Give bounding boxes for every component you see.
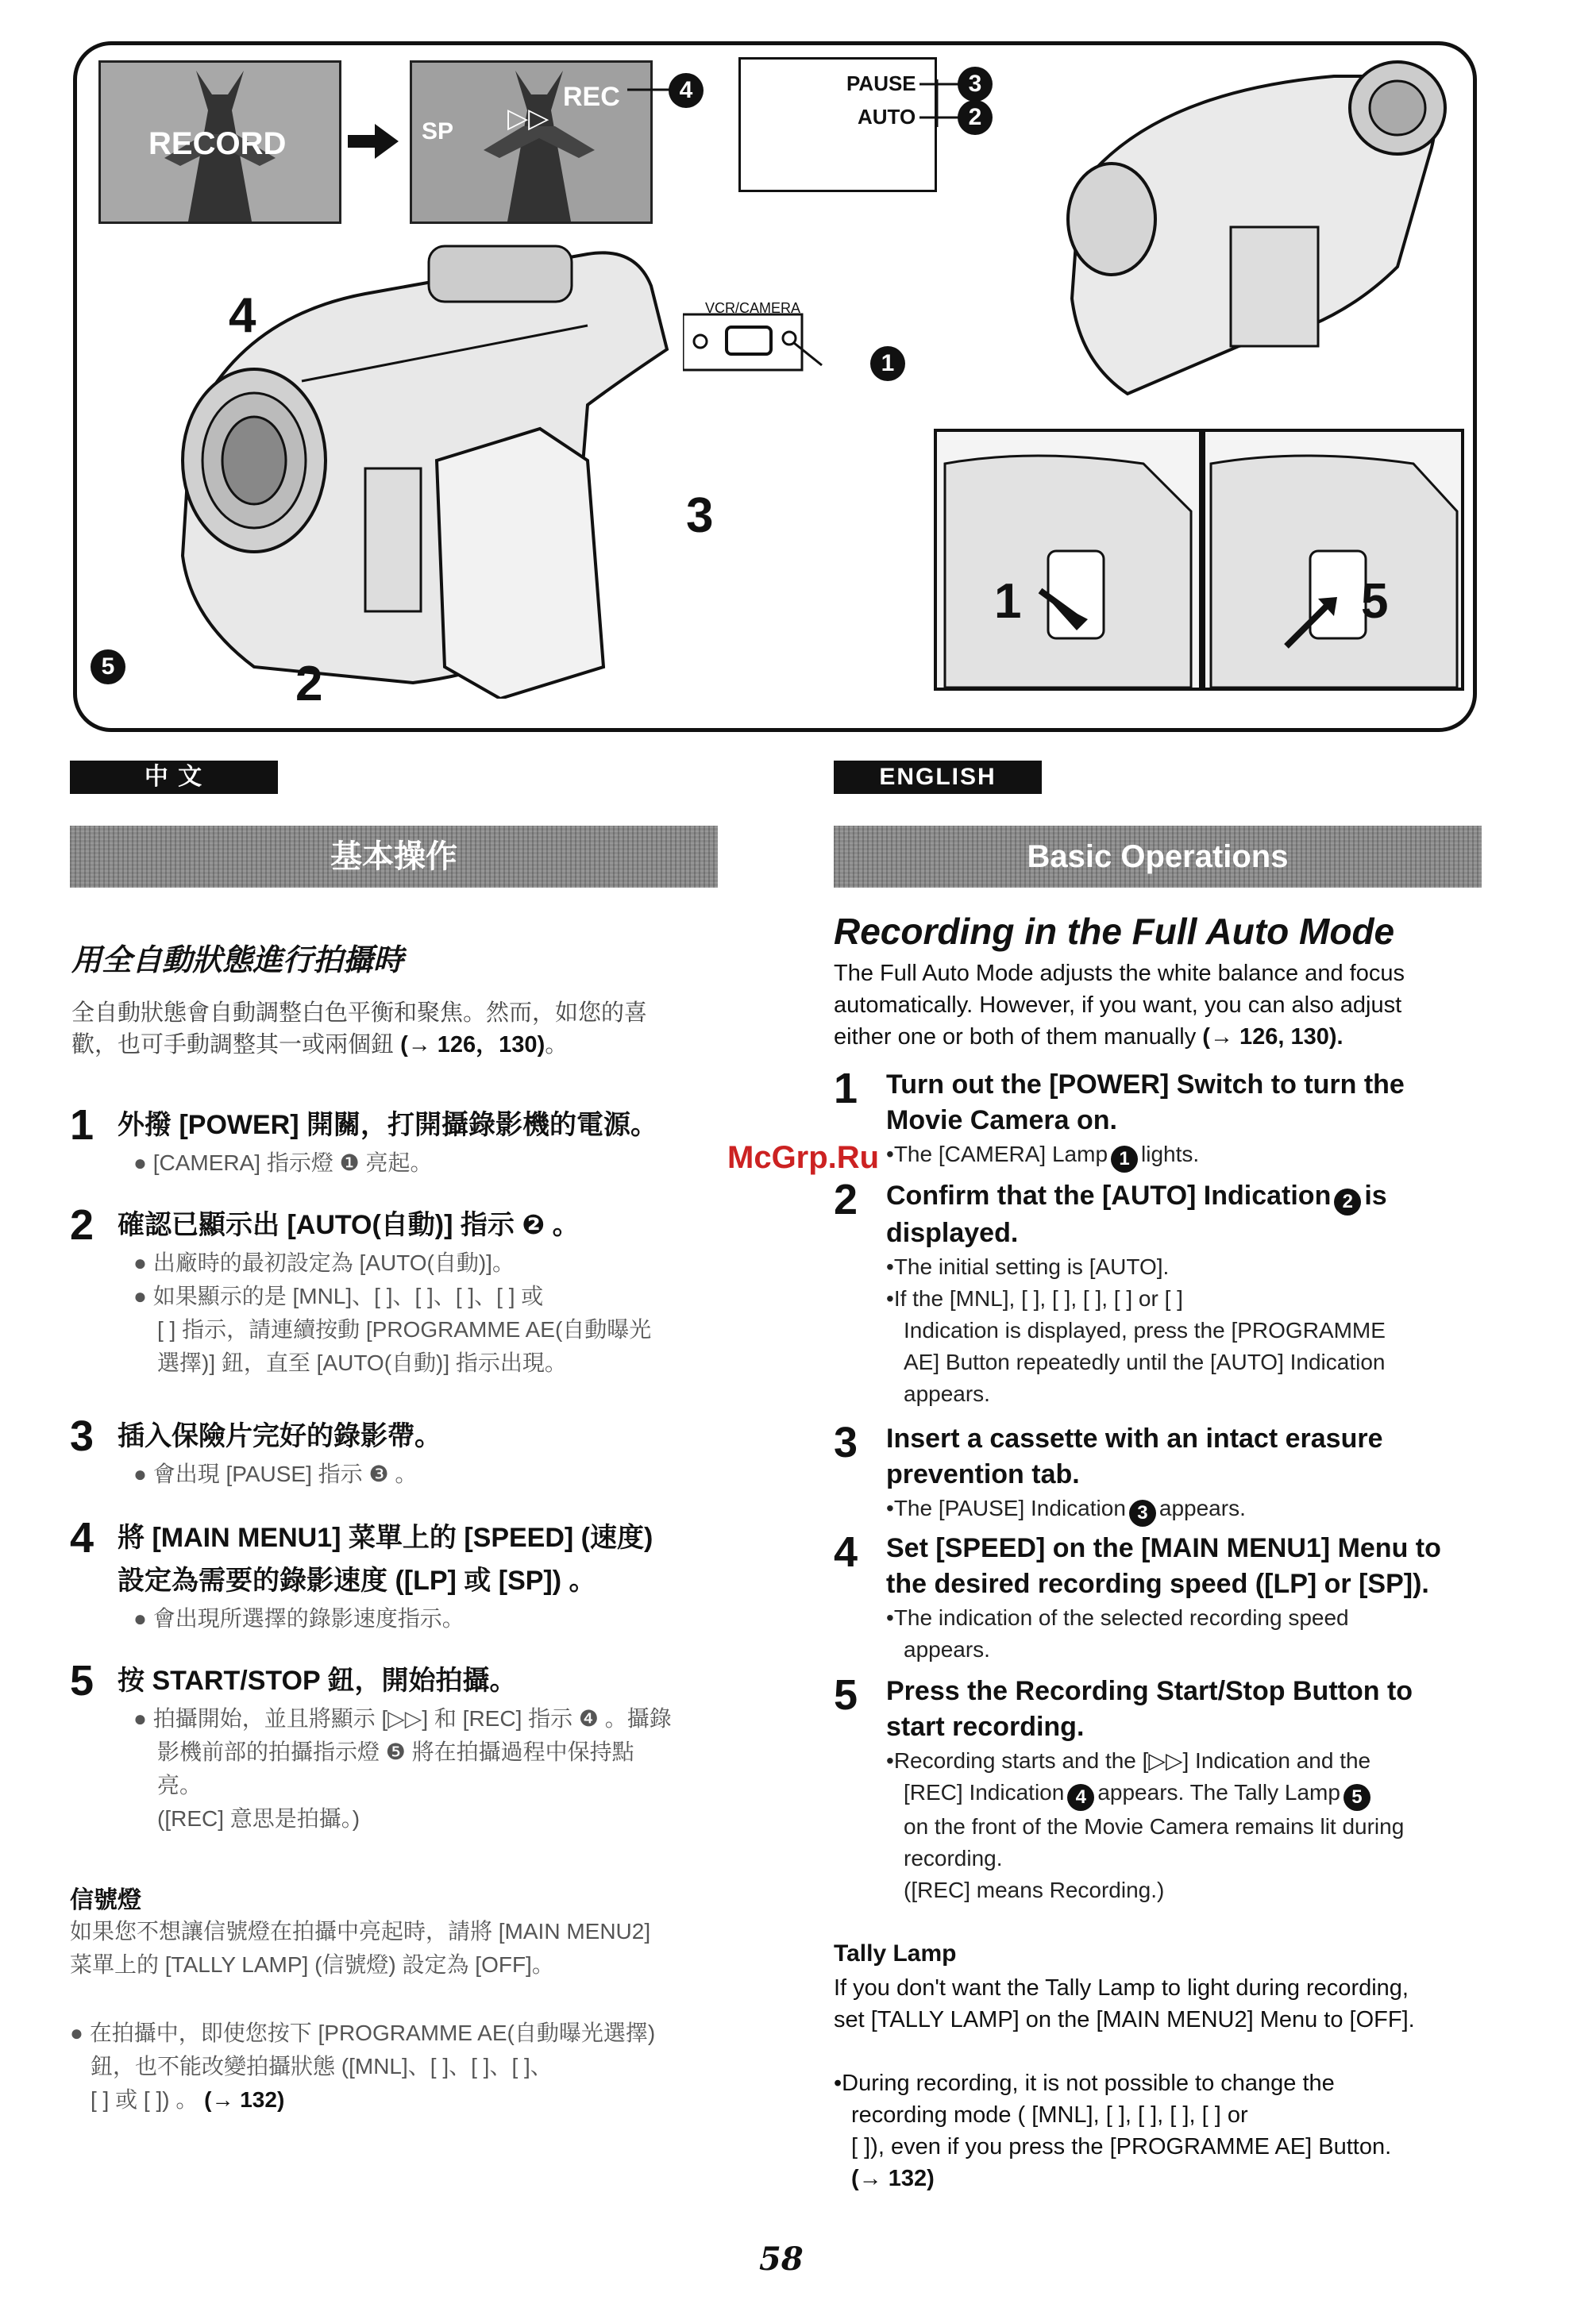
chinese-step-1: 1 外撥 [POWER] 開關，打開攝錄影機的電源。 ● [CAMERA] 指示燈 ❶ 亮起。 (70, 1101, 657, 1175)
callout-camera-lamp-number: 1 (870, 346, 905, 381)
callout-label-5: 5 (1361, 574, 1389, 629)
callout-pause-number: 3 (958, 67, 993, 102)
auto-indicator: AUTO (858, 105, 916, 129)
chinese-step-4: 4 將 [MAIN MENU1] 菜單上的 [SPEED] (速度) 設定為需要的錄影速度 ([LP] 或 [SP]) 。 ● 會出現所選擇的錄影速度指示。 (70, 1514, 653, 1631)
power-switch-drawing (683, 302, 826, 389)
english-note: •During recording, it is not possible to change the recording mode ( [MNL], [ ], [ ], [ ], [ ] or [ ]), even if you press the [PROGRAMME AE] Button. (→ 132) (834, 2071, 1392, 2191)
chinese-note: ● 在拍攝中，即使您按下 [PROGRAMME AE(自動曝光選擇) 鈕，也不能改變拍攝狀態 ([MNL]、[ ]、[ ]、[ ]、 [ ] 或 [ ]) 。 (→ 132) (70, 2021, 656, 2112)
chinese-tally-title: 信號燈 (70, 1887, 141, 1913)
viewfinder-screen-recording (410, 60, 653, 224)
callout-label-2: 2 (295, 657, 323, 711)
callout-label-1: 1 (994, 574, 1022, 629)
record-indicator: RECORD (148, 126, 287, 161)
rec-indicator: REC (563, 82, 620, 112)
english-step-3: 3 Insert a cassette with an intact erasure prevention tab. •The [PAUSE] Indication 3 appears. (834, 1421, 1493, 1527)
chinese-step-3: 3 插入保險片完好的錄影帶。 ● 會出現 [PAUSE] 指示 ❸ 。 (70, 1412, 441, 1486)
english-step-4: 4 Set [SPEED] on the [MAIN MENU1] Menu to the desired recording speed ([LP] or [SP]). •The indication of the selected recording speed appears. (834, 1528, 1441, 1662)
play-indicator: ▷▷ (507, 103, 549, 133)
english-intro: The Full Auto Mode adjusts the white balance and focus automatically. However, if you want, you can also adjust either one or both of them manually (→ 126, 130). (834, 961, 1405, 1050)
sp-indicator: SP (422, 118, 454, 144)
english-step-1: 1 Turn out the [POWER] Switch to turn the Movie Camera on. •The [CAMERA] Lamp 1 lights. (834, 1067, 1493, 1173)
english-tally-text: If you don't want the Tally Lamp to light during recording, set [TALLY LAMP] on the [MAIN MENU2] Menu to [OFF]. (834, 1975, 1415, 2032)
callout-auto-number: 2 (958, 100, 993, 135)
english-language-tag: ENGLISH (834, 761, 1042, 794)
page-number: 58 (759, 2240, 804, 2278)
callout-rec-number: 4 (669, 73, 704, 108)
camcorder-side-drawing (1032, 60, 1461, 426)
chinese-language-tag: 中 文 (70, 761, 278, 794)
chinese-tally-text: 如果您不想讓信號燈在拍攝中亮起時，請將 [MAIN MENU2] 菜單上的 [TALLY LAMP] (信號燈) 設定為 [OFF]。 (70, 1919, 651, 1977)
chinese-subtitle: 用全自動狀態進行拍攝時 (71, 944, 404, 977)
watermark: McGrp.Ru (727, 1140, 880, 1175)
english-step-2: 2 Confirm that the [AUTO] Indication 2 is displayed. •The initial setting is [AUTO]. •If the [MNL], [ ], [ ], [ ], [ ] or [ ] Indication is displayed, press the [PROGRAMME AE] Button repeatedly until the [AUTO] Indication appears. (834, 1176, 1387, 1406)
callout-label-3: 3 (686, 488, 714, 543)
callout-label-4: 4 (229, 288, 256, 343)
vcr-camera-switch-label: VCR/CAMERA (705, 300, 801, 316)
leader-line (627, 86, 675, 94)
chinese-section-title: 基本操作 (70, 826, 718, 888)
inset-drawings (937, 432, 1461, 688)
chinese-step-2: 2 確認已顯示出 [AUTO(自動)] 指示 ❷ 。 ● 出廠時的最初設定為 [AUTO(自動)]。 ● 如果顯示的是 [MNL]、[ ]、[ ]、[ ]、[ ] 或 [ ] 指示，請連續按動 [PROGRAMME AE(自動曝光 選擇)] 鈕，直至 [AUTO(自動)] 指示出現。 (70, 1201, 652, 1375)
viewfinder-screen-record (98, 60, 341, 224)
english-subtitle: Recording in the Full Auto Mode (834, 911, 1395, 952)
arrow-right-icon (348, 124, 399, 159)
callout-tally-number: 5 (91, 649, 125, 684)
pause-indicator: PAUSE (846, 71, 916, 95)
camcorder-main-drawing (143, 222, 699, 699)
chinese-step-5: 5 按 START/STOP 鈕，開始拍攝。 ● 拍攝開始，並且將顯示 [▷▷] 和 [REC] 指示 ❹ 。攝錄 影機前部的拍攝指示燈 ❺ 將在拍攝過程中保持點 亮。 ([REC] 意思是拍攝。) (70, 1657, 672, 1831)
english-section-title: Basic Operations (834, 826, 1482, 888)
english-step-5: 5 Press the Recording Start/Stop Button to start recording. •Recording starts and the [▷▷] Indication and the [REC] Indication 4 appears. The Tally Lamp 5 on the front of the Movie Camera remains lit during recording. ([REC] means Recording.) (834, 1671, 1413, 1902)
chinese-intro: 全自動狀態會自動調整白色平衡和聚焦。然而，如您的喜 歡，也可手動調整其一或兩個鈕 (→ 126，130)。 (71, 1000, 648, 1058)
english-tally-title: Tally Lamp (834, 1940, 957, 1967)
